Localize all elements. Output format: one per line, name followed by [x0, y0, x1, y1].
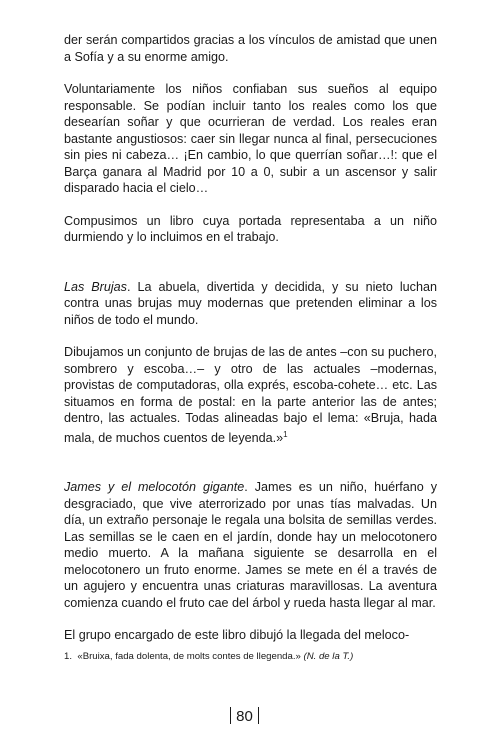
footnote-tag: (N. de la T.)	[303, 651, 354, 662]
page-number-right-bar	[258, 707, 260, 724]
book-title-las-brujas: Las Brujas	[64, 279, 127, 294]
page-number-left-bar	[230, 707, 232, 724]
paragraph-las-brujas-text: . La abuela, divertida y decidida, y su nieto luchan contra unas brujas muy modernas que pretenden eliminar a los niños de todo el mundo.	[64, 279, 437, 327]
paragraph-peach-drawing: El grupo encargado de este libro dibujó la llegada del meloco-	[64, 628, 410, 643]
book-title-james: James y el melocotón gigante	[64, 480, 245, 495]
paragraph-sofia: der serán compartidos gracias a los vínculos de amistad que unen a Sofía y a su enorme amigo.	[64, 33, 437, 64]
body-text	[64, 32, 437, 644]
paragraph-las-brujas	[64, 279, 437, 329]
paragraph-witches-drawing	[64, 344, 437, 446]
paragraph-book-cover: Compusimos un libro cuya portada representaba a un niño durmiendo y lo incluimos en el trabajo.	[64, 213, 437, 244]
paragraph-james	[64, 479, 437, 611]
page-number-block	[0, 707, 489, 727]
paragraph-james-text: . James es un niño, huérfano y desgraciado, que vive aterrorizado por unas tías malvadas. Un día, un extraño personaje le regala una bolsita de semillas verdes. Las semillas se le caen en el jardín, donde hay un melocotonero medio muerto. A la mañana siguiente se desarrolla en el melocotonero un fruto enorme. James se mete en él a través de un agujero y encuentra unas criaturas maravillosas. La aventura comienza cuando el fruto cae del árbol y rueda hasta llegar al mar.	[64, 480, 438, 610]
paragraph-witches-text: Dibujamos un conjunto de brujas de las de antes –con su puchero, sombrero y escoba…– y otro de las actuales –modernas, provistas de computadoras, olla exprés, escoba-cohete… etc. Las situamos en forma de postal: en la parte anterior las de antes; dentro, las actuales. Todas alineadas bajo el lema: «Bruja, hada mala, de muchos cuentos de leyenda.»	[64, 345, 437, 445]
footnote-number: 1.	[64, 651, 73, 662]
footnote	[64, 651, 437, 663]
page-number: 80	[236, 708, 253, 725]
footnote-reference: 1	[283, 429, 288, 439]
footnote-text: «Bruixa, fada dolenta, de molts contes de llegenda.»	[77, 651, 301, 662]
paragraph-dreams: Voluntariamente los niños confiaban sus sueños al equipo responsable. Se podían incluir tanto los reales como los que desearían soñar y que ocurrieran de verdad. Los reales eran bastante angustiosos: caer sin llegar nunca al final, persecuciones sin pies ni cabeza… ¡En cambio, lo que querrían soñar…!: que el Barça ganara al Madrid por 10 a 0, subir a un ascensor y salir disparado hacia el cielo…	[64, 82, 437, 195]
